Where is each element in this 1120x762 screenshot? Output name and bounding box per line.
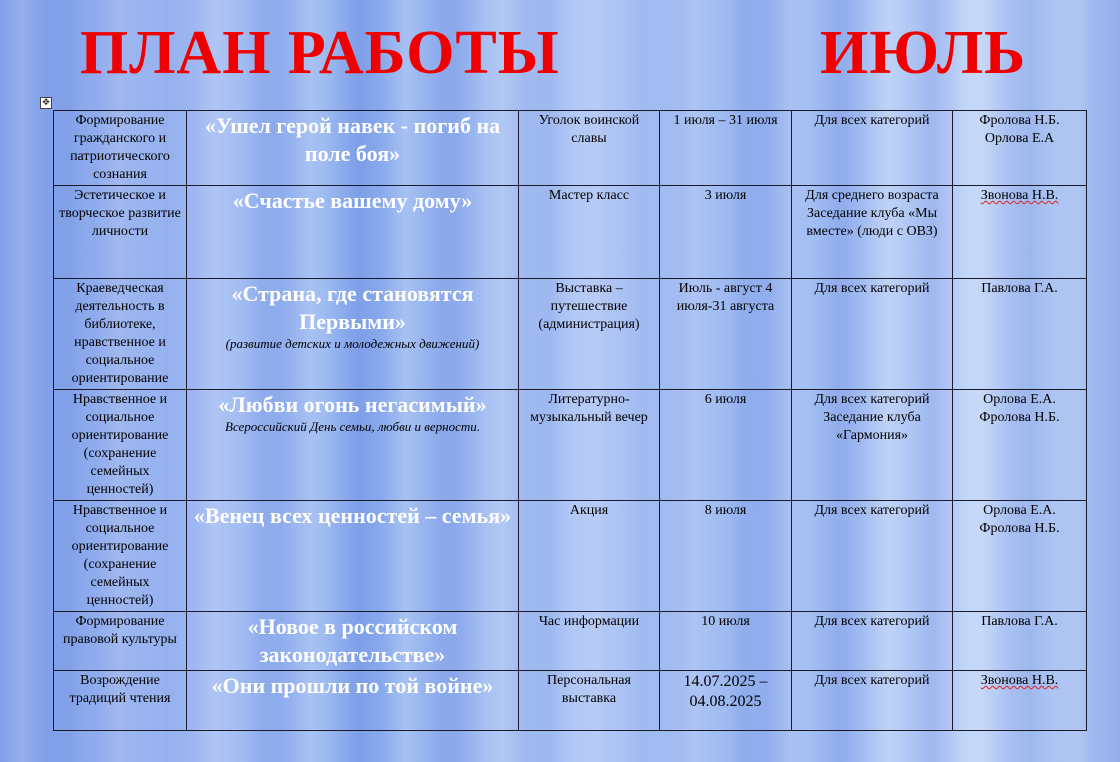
direction-cell: Нравственное и социальное ориентирование (сохранение семейных ценностей) xyxy=(54,501,187,612)
event-cell xyxy=(187,671,519,731)
page-title: ПЛАН РАБОТЫ xyxy=(80,19,560,87)
responsible-person: Орлова Е.А. xyxy=(983,392,1056,407)
responsible-person: Павлова Г.А. xyxy=(981,614,1058,629)
responsible-person: Орлова Е.А xyxy=(984,131,1055,146)
date-cell: 3 июля xyxy=(660,186,792,279)
responsible-cell xyxy=(953,111,1087,186)
event-cell xyxy=(187,186,519,279)
table-row xyxy=(54,671,1087,731)
direction-cell: Возрождение традиций чтения xyxy=(54,671,187,731)
form-cell: Персональная выставка xyxy=(519,671,660,731)
table-row xyxy=(54,612,1087,671)
event-cell xyxy=(187,279,519,390)
event-title: «Новое в российском законодательстве» xyxy=(247,614,458,667)
responsible-person: Орлова Е.А. xyxy=(983,503,1056,518)
responsible-person: Фролова Н.Б. xyxy=(979,410,1060,425)
table-row xyxy=(54,279,1087,390)
event-title: «Страна, где становятся Первыми» xyxy=(231,281,474,334)
date-cell: 14.07.2025 – 04.08.2025 xyxy=(660,671,792,731)
form-cell: Уголок воинской славы xyxy=(519,111,660,186)
event-cell xyxy=(187,111,519,186)
form-cell: Акция xyxy=(519,501,660,612)
event-cell xyxy=(187,390,519,501)
event-title: «Венец всех ценностей – семья» xyxy=(193,503,512,528)
table-row xyxy=(54,186,1087,279)
direction-cell: Эстетическое и творческое развитие личности xyxy=(54,186,187,279)
responsible-person: Звонова Н.В. xyxy=(980,673,1059,688)
event-cell xyxy=(187,501,519,612)
responsible-person: Звонова Н.В. xyxy=(980,188,1059,203)
date-cell: 1 июля – 31 июля xyxy=(660,111,792,186)
event-note: Всероссийский День семьи, любви и верности. xyxy=(225,419,480,434)
form-cell: Мастер класс xyxy=(519,186,660,279)
responsible-cell xyxy=(953,612,1087,671)
table-row xyxy=(54,111,1087,186)
audience-cell: Для всех категорий xyxy=(792,612,953,671)
table-row xyxy=(54,501,1087,612)
event-note: (развитие детских и молодежных движений) xyxy=(225,336,480,351)
responsible-person: Фролова Н.Б. xyxy=(979,113,1060,128)
audience-cell: Для всех категорий xyxy=(792,671,953,731)
date-cell: 8 июля xyxy=(660,501,792,612)
responsible-cell xyxy=(953,279,1087,390)
audience-cell: Для всех категорий xyxy=(792,279,953,390)
responsible-cell xyxy=(953,390,1087,501)
responsible-cell xyxy=(953,501,1087,612)
form-cell: Литературно-музыкальный вечер xyxy=(519,390,660,501)
audience-cell: Для всех категорий xyxy=(792,501,953,612)
event-title: «Любви огонь негасимый» xyxy=(218,392,487,417)
date-cell: 10 июля xyxy=(660,612,792,671)
responsible-person: Павлова Г.А. xyxy=(981,281,1058,296)
work-plan-table xyxy=(53,110,1087,731)
audience-cell: Для всех категорий Заседание клуба «Гармония» xyxy=(792,390,953,501)
responsible-cell xyxy=(953,186,1087,279)
direction-cell: Нравственное и социальное ориентирование (сохранение семейных ценностей) xyxy=(54,390,187,501)
form-cell: Выставка – путешествие (администрация) xyxy=(519,279,660,390)
responsible-cell xyxy=(953,671,1087,731)
month-title: ИЮЛЬ xyxy=(820,19,1027,87)
direction-cell: Формирование правовой культуры xyxy=(54,612,187,671)
responsible-person: Фролова Н.Б. xyxy=(979,521,1060,536)
table-row xyxy=(54,390,1087,501)
form-cell: Час информации xyxy=(519,612,660,671)
date-cell: Июль - август 4 июля-31 августа xyxy=(660,279,792,390)
table-move-handle-icon[interactable]: ✥ xyxy=(40,97,52,109)
direction-cell: Краеведческая деятельность в библиотеке, нравственное и социальное ориентирование xyxy=(54,279,187,390)
direction-cell: Формирование гражданского и патриотического сознания xyxy=(54,111,187,186)
event-cell xyxy=(187,612,519,671)
event-title: «Счастье вашему дому» xyxy=(232,188,473,213)
date-cell: 6 июля xyxy=(660,390,792,501)
event-title: «Ушел герой навек - погиб на поле боя» xyxy=(204,113,501,166)
event-title: «Они прошли по той войне» xyxy=(211,673,494,698)
audience-cell: Для среднего возраста Заседание клуба «Мы вместе» (люди с ОВЗ) xyxy=(792,186,953,279)
audience-cell: Для всех категорий xyxy=(792,111,953,186)
